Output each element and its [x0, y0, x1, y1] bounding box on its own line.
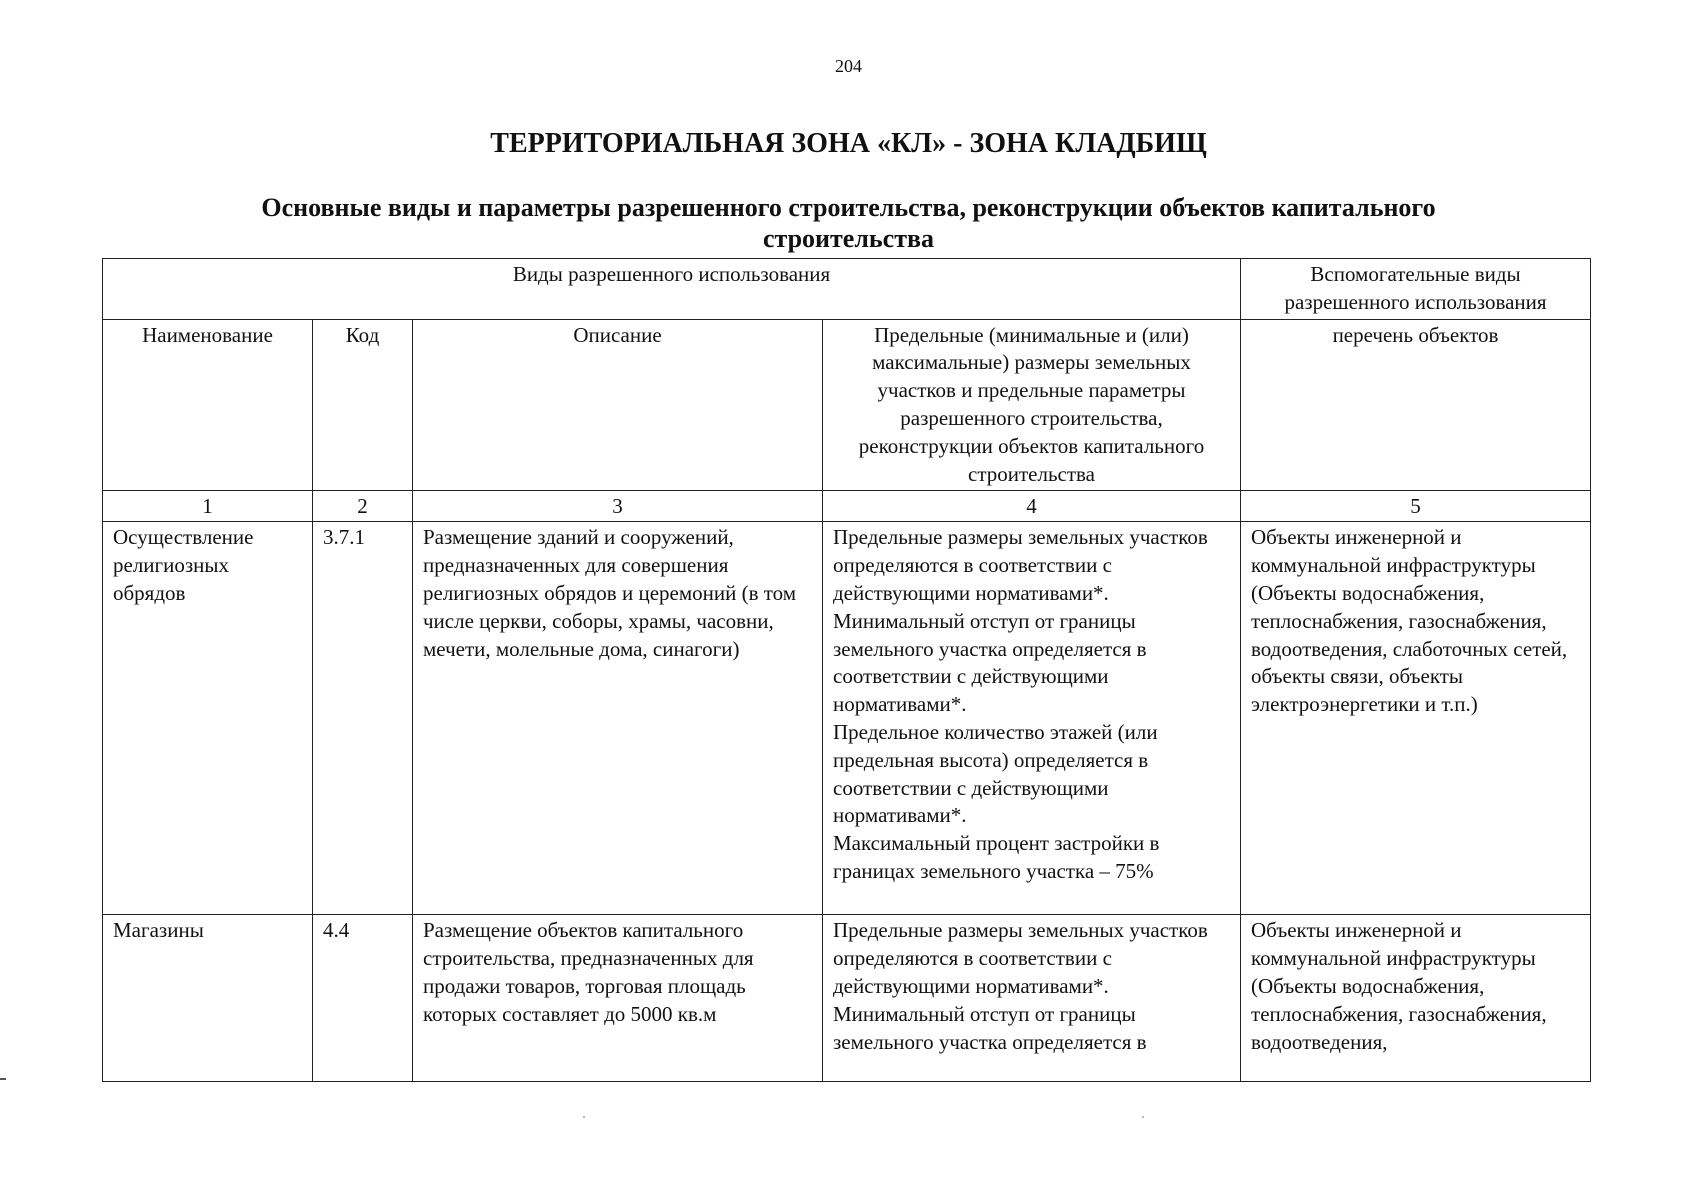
- cell-code: 3.7.1: [313, 522, 413, 915]
- column-header-objects: перечень объектов: [1241, 319, 1591, 491]
- group-header-main: Виды разрешенного использования: [103, 259, 1241, 320]
- table-group-header-row: [103, 259, 1591, 320]
- column-header-code: Код: [313, 319, 413, 491]
- column-header-description: Описание: [413, 319, 823, 491]
- cell-name: Магазины: [103, 915, 313, 1082]
- page-number: 204: [835, 56, 862, 76]
- cell-limits: Предельные размеры земельных участков определяются в соответствии с действующими нормативами*. Минимальный отступ от границы земельного участка определяется в соответствии с действующими нормативами*. Предельное количество этажей (или предельная высота) определяется в соответствии с действующими нормативами*. Максимальный процент застройки в границах земельного участка – 75%: [823, 522, 1241, 915]
- table-row: [103, 522, 1591, 915]
- cell-auxiliary: Объекты инженерной и коммунальной инфраструктуры (Объекты водоснабжения, теплоснабжения, газоснабжения, водоотведения, слаботочных сетей, объекты связи, объекты электроэнергетики и т.п.): [1241, 522, 1591, 915]
- cell-description: Размещение зданий и сооружений, предназначенных для совершения религиозных обрядов и церемоний (в том числе церкви, соборы, храмы, часовни, мечети, молельные дома, синагоги): [413, 522, 823, 915]
- column-header-limits: Предельные (минимальные и (или) максимальные) размеры земельных участков и предельные параметры разрешенного строительства, реконструкции объектов капитального строительства: [823, 319, 1241, 491]
- zone-table: [102, 258, 1591, 1082]
- scan-speck: [583, 1116, 585, 1118]
- column-number: 4: [823, 491, 1241, 522]
- cell-limits: Предельные размеры земельных участков определяются в соответствии с действующими нормативами*. Минимальный отступ от границы земельного участка определяется в: [823, 915, 1241, 1082]
- column-header-name: Наименование: [103, 319, 313, 491]
- cell-auxiliary: Объекты инженерной и коммунальной инфраструктуры (Объекты водоснабжения, теплоснабжения, газоснабжения, водоотведения,: [1241, 915, 1591, 1082]
- page-subtitle: Основные виды и параметры разрешенного строительства, реконструкции объектов капитального строительства: [261, 193, 1436, 253]
- column-number: 5: [1241, 491, 1591, 522]
- page-title: ТЕРРИТОРИАЛЬНАЯ ЗОНА «КЛ» - ЗОНА КЛАДБИЩ: [490, 128, 1207, 159]
- column-number: 2: [313, 491, 413, 522]
- scan-crop-mark: [0, 1078, 6, 1080]
- table-column-header-row: [103, 319, 1591, 491]
- column-number-row: [103, 491, 1591, 522]
- column-number: 3: [413, 491, 823, 522]
- table-row: [103, 915, 1591, 1082]
- cell-code: 4.4: [313, 915, 413, 1082]
- group-header-aux: Вспомогательные виды разрешенного использования: [1241, 259, 1591, 320]
- cell-name: Осуществление религиозных обрядов: [103, 522, 313, 915]
- scan-speck: [1142, 1116, 1144, 1118]
- column-number: 1: [103, 491, 313, 522]
- cell-description: Размещение объектов капитального строительства, предназначенных для продажи товаров, торговая площадь которых составляет до 5000 кв.м: [413, 915, 823, 1082]
